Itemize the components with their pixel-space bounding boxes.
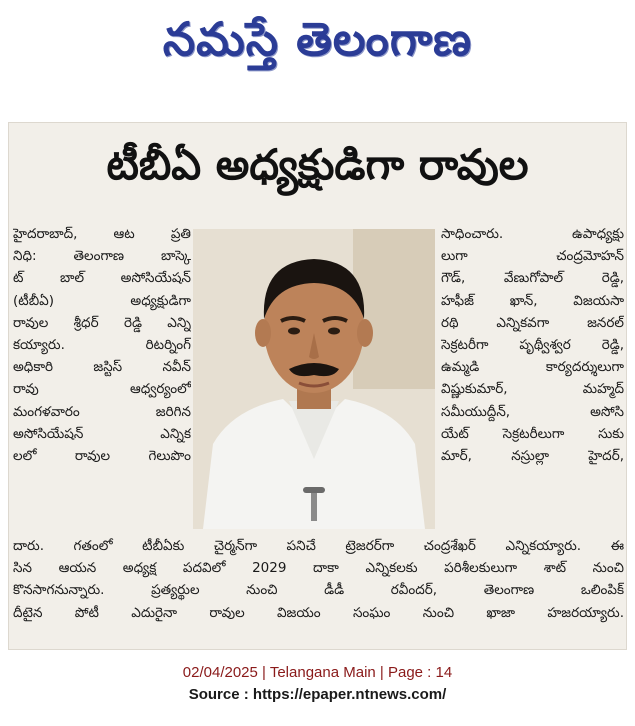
text-line: మంగళవారం జరిగిన <box>13 403 191 420</box>
article-column-right <box>441 223 624 467</box>
portrait-photo-icon <box>193 229 435 529</box>
text-line: కొనసాగనున్నారు. ప్రత్యర్థుల నుంచి డీడీ రవీందర్, తెలంగాణ ఒలింపిక్ <box>13 582 624 599</box>
text-line: కయ్యారు. రిటర్నింగ్ <box>13 336 191 353</box>
text-line: దీటైన పోటీ ఎదురైనా రావుల విజయం సంఘం నుంచి ఖాజా హజరయ్యారు. <box>13 604 624 621</box>
text-line: సిన ఆయన అధ్యక్ష పదవిలో 2029 దాకా ఎన్నికలకు పరిశీలకులుగా శాట్ నుంచి <box>13 560 624 577</box>
text-line: సమీయుద్దీన్, అసోసి <box>441 403 624 420</box>
text-line: (టీబీఏ) అధ్యక్షుడిగా <box>13 292 191 309</box>
portrait-photo <box>193 229 435 529</box>
source-link[interactable]: Source : https://epaper.ntnews.com/ <box>188 686 447 703</box>
text-line: మార్, నస్రుల్లా హైదర్, <box>441 447 624 464</box>
text-line: విష్ణుకుమార్, మహ్మద్ <box>441 381 624 398</box>
text-line: అసోసియేషన్ ఎన్నిక <box>13 425 191 442</box>
page-footer <box>0 662 635 706</box>
text-line: సెక్రటరీగా పృథ్వీశ్వర రెడ్డి, <box>441 336 624 353</box>
text-line: ట్ బాల్ అసోసియేషన్ <box>13 270 191 287</box>
text-line: లలో రావుల గెలుపొం <box>13 447 191 464</box>
edition-info: 02/04/2025 | Telangana Main | Page : 14 <box>182 664 453 681</box>
text-line: ఉమ్మడి కార్యదర్శులుగా <box>441 359 624 376</box>
article-column-bottom <box>13 535 624 624</box>
text-line: సాధించారు. ఉపాధ్యక్షు <box>441 226 624 242</box>
news-article <box>8 122 627 650</box>
text-line: దారు. గతంలో టీబీఏకు చైర్మన్‌గా పనిచే ట్రెజరర్‌గా చంద్రశేఖర్ ఎన్నికయ్యారు. ఈ <box>13 538 624 554</box>
text-line: యేట్ సెక్రటరీలుగా సుకు <box>441 425 624 442</box>
text-line: గౌడ్, వేణుగోపాల్ రెడ్డి, <box>441 270 624 287</box>
text-line: రావు ఆధ్వర్యంలో <box>13 381 191 398</box>
text-line: హైదరాబాద్, ఆట ప్రతి <box>13 226 191 242</box>
masthead-title: నమస్తే తెలంగాణ <box>162 12 473 66</box>
text-line: నిధి: తెలంగాణ బాస్కె <box>13 248 191 265</box>
text-line: హఫీజ్ ఖాన్, విజయసా <box>441 292 624 309</box>
text-line: రావుల శ్రీధర్ రెడ్డి ఎన్ని <box>13 314 191 331</box>
text-line: రథి ఎన్నికవగా జనరల్ <box>441 314 624 331</box>
text-line: లుగా చంద్రమోహన్ <box>441 248 624 265</box>
article-column-left <box>13 223 191 467</box>
newspaper-masthead <box>0 6 635 72</box>
article-headline: టీబీఏ అధ్యక్షుడిగా రావుల <box>106 140 529 189</box>
text-line: అధికారి జస్టిస్ నవీన్ <box>13 359 191 376</box>
